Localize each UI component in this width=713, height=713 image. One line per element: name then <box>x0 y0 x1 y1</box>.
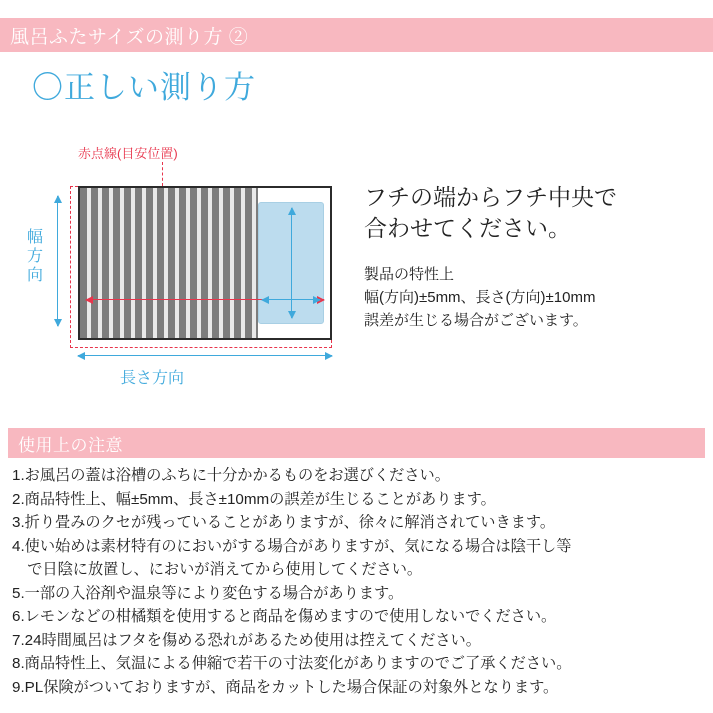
length-direction-label: 長さ方向 <box>120 370 185 387</box>
width-direction-label-line1: 幅 <box>26 229 43 246</box>
notice-list <box>12 464 702 699</box>
notice-item: で日陰に放置し、においが消えてから使用してください。 <box>12 561 423 578</box>
length-direction-arrow <box>78 355 332 356</box>
notice-item: 9.PL保険がついておりますが、商品をカットした場合保証の対象外となります。 <box>12 678 559 696</box>
width-direction-label <box>22 228 48 285</box>
explanation-sub <box>364 263 595 332</box>
notice-title: 使用上の注意 <box>18 435 123 455</box>
explanation-main-line1: フチの端からフチ中央で <box>364 184 617 210</box>
page-title: 風呂ふたサイズの測り方 ② <box>10 26 249 48</box>
red-label-leader-line <box>162 162 164 186</box>
width-arrow-blue <box>57 196 58 326</box>
roll-lid-stripes <box>80 188 258 338</box>
explanation-sub-line3: 誤差が生じる場合がございます。 <box>364 312 588 329</box>
notice-item: 7.24時間風呂はフタを傷める恐れがあるため使用は控えてください。 <box>12 631 481 649</box>
notice-item: 8.商品特性上、気温による伸縮で若干の寸法変化がありますのでご了承ください。 <box>12 655 572 672</box>
width-direction-label-line2: 方向 <box>26 248 43 284</box>
notice-header-bar <box>8 428 705 458</box>
notice-item: 4.使い始めは素材特有のにおいがする場合がありますが、気になる場合は陰干し等 <box>12 537 572 555</box>
explanation-main <box>364 182 617 244</box>
notice-item: 6.レモンなどの柑橘類を使用すると商品を傷めますので使用しないでください。 <box>12 608 557 625</box>
notice-item: 2.商品特性上、幅±5mm、長さ±10mmの誤差が生じることがあります。 <box>12 490 496 508</box>
explanation-main-line2: 合わせてください。 <box>364 215 571 241</box>
explanation-sub-line2: 幅(方向)±5mm、長さ(方向)±10mm <box>364 289 596 306</box>
notice-item: 3.折り畳みのクセが残っていることがありますが、徐々に解消されていきます。 <box>12 514 556 531</box>
explanation-sub-line1: 製品の特性上 <box>364 266 455 283</box>
section-heading: 〇正しい測り方 <box>32 70 256 105</box>
inner-height-arrow-blue <box>291 208 292 318</box>
red-dotted-line-label: 赤点線(目安位置) <box>78 146 178 161</box>
page-header-bar <box>0 18 713 52</box>
notice-item: 1.お風呂の蓋は浴槽のふちに十分かかるものをお選びください。 <box>12 467 450 484</box>
notice-item: 5.一部の入浴剤や温泉等により変色する場合があります。 <box>12 584 404 602</box>
